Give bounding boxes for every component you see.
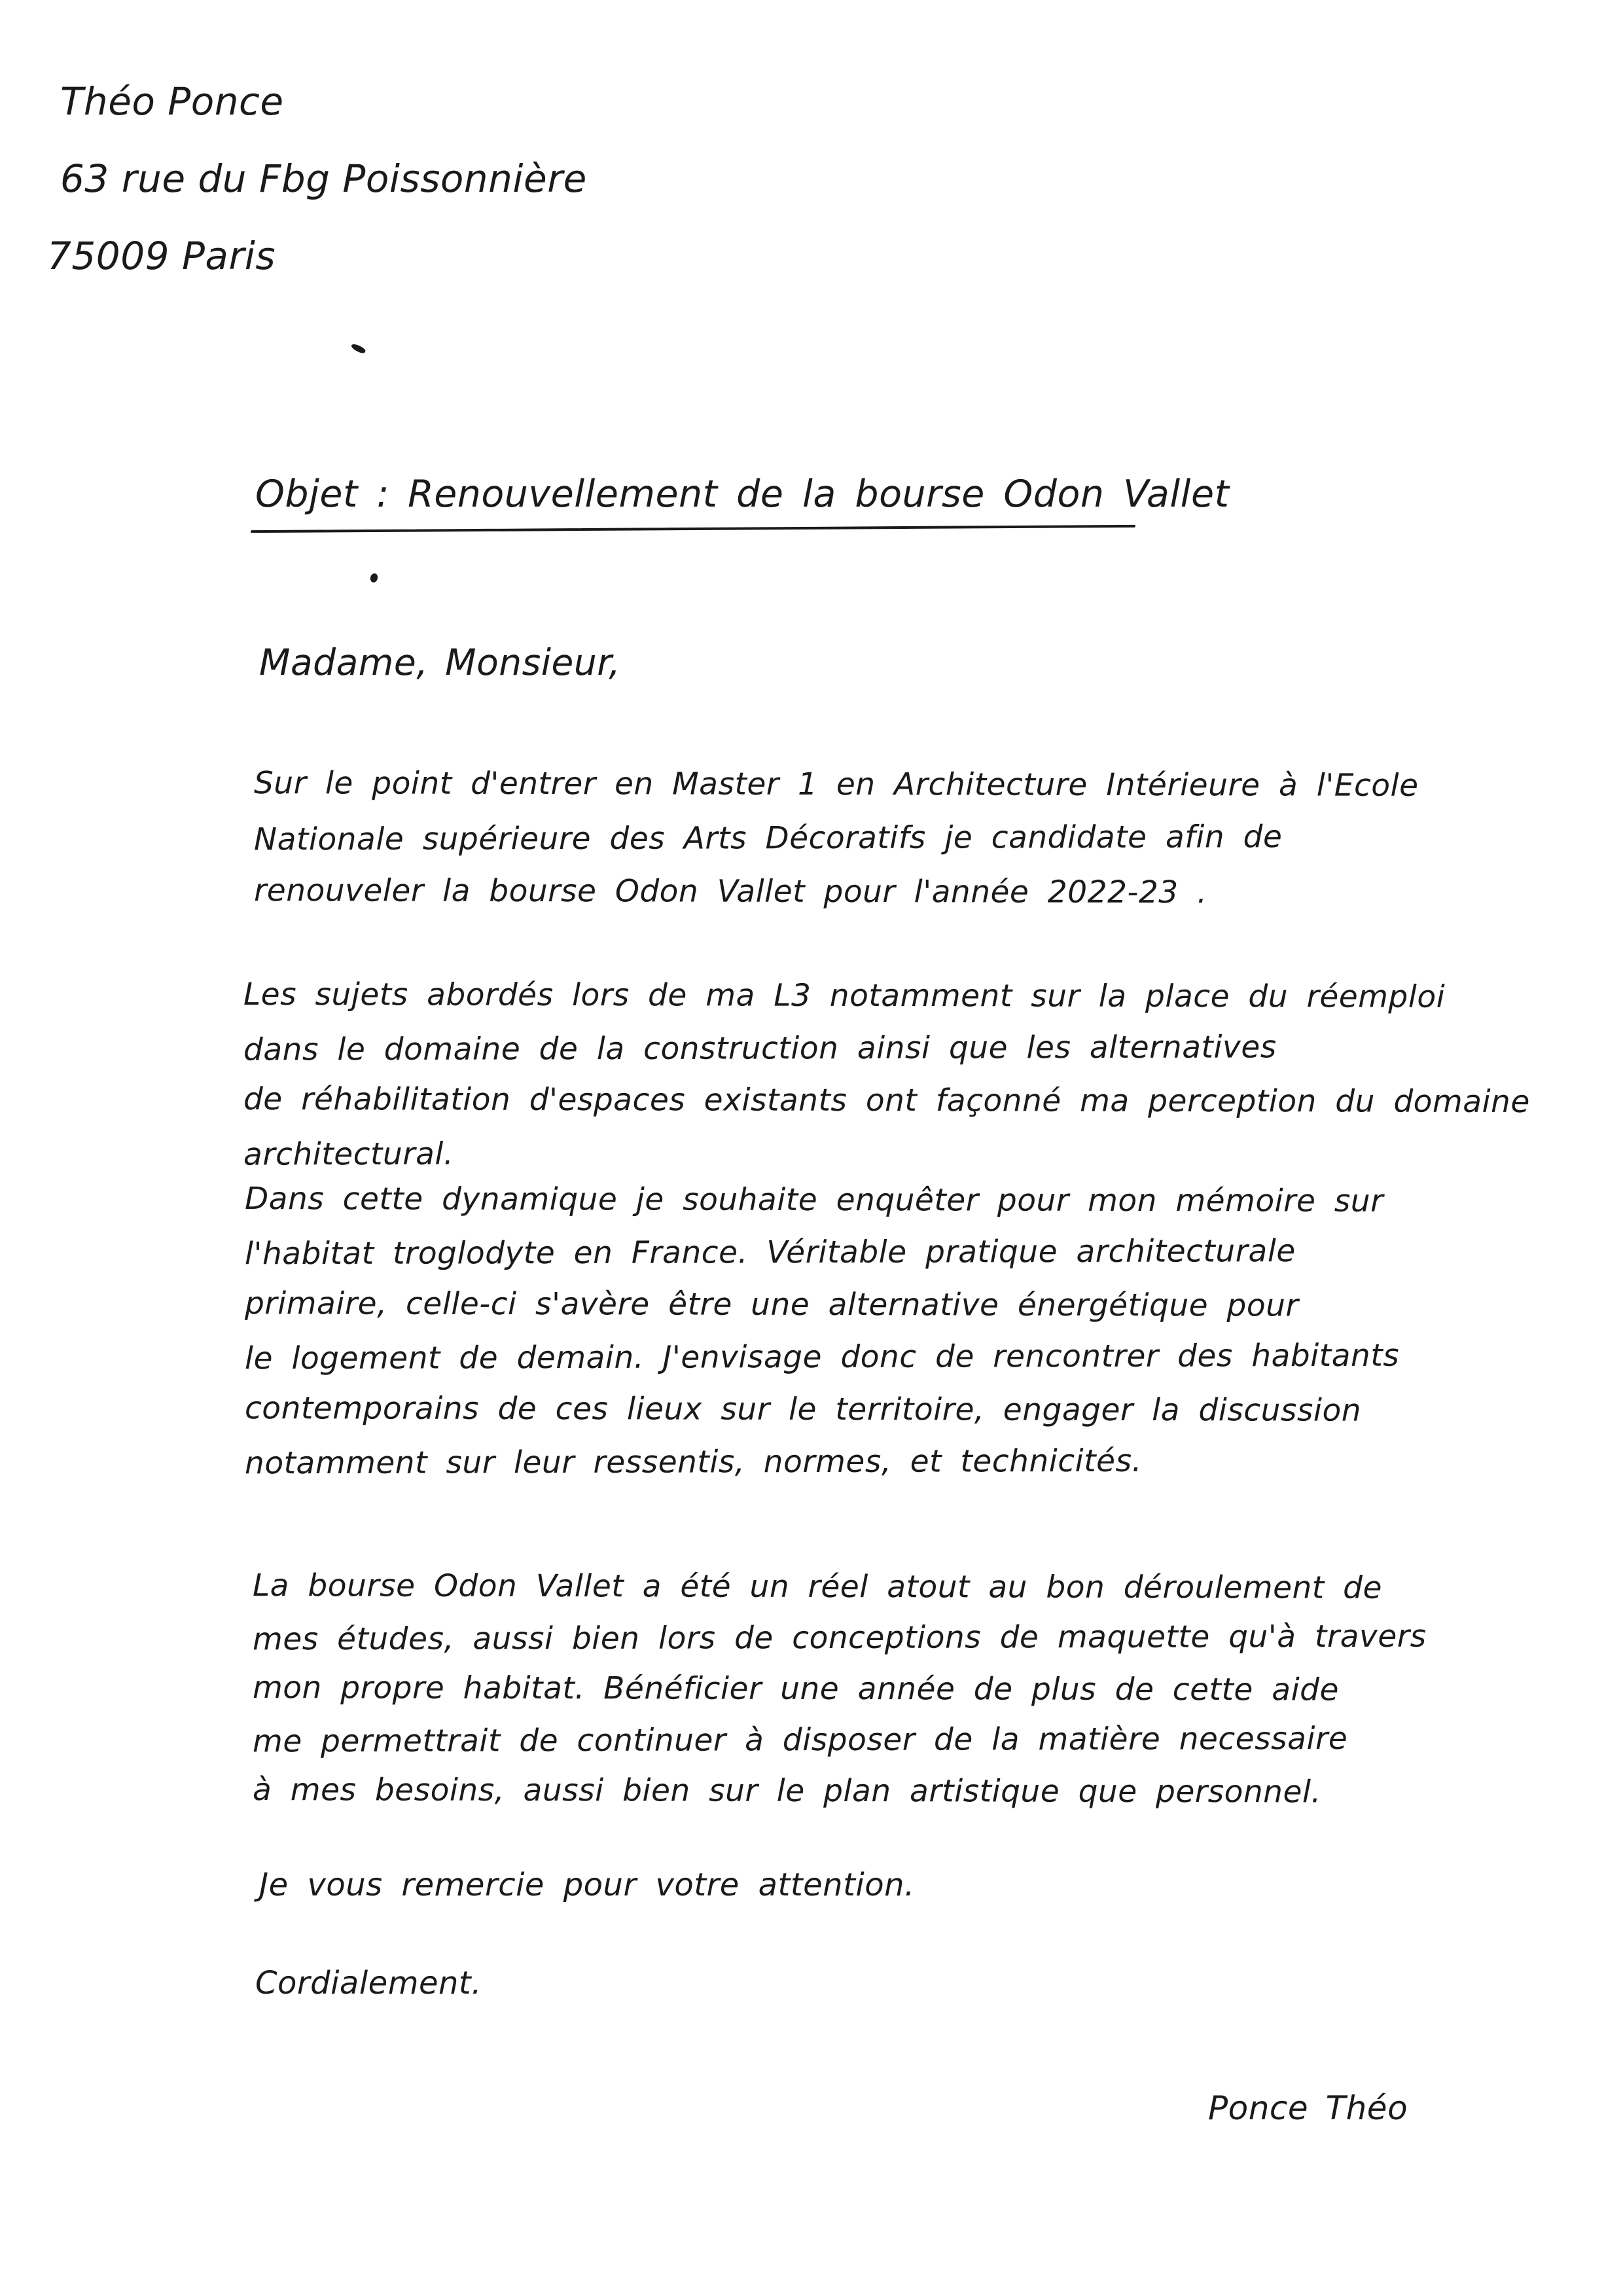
handwritten-line: l'habitat troglodyte en France. Véritable pratique architecturale <box>244 1233 1296 1272</box>
ink-smudge-mark <box>350 342 366 355</box>
handwritten-line: La bourse Odon Vallet a été un réel atout au bon déroulement de <box>252 1568 1382 1606</box>
handwritten-line: 75009 Paris <box>47 234 276 278</box>
handwritten-line: Nationale supérieure des Arts Décoratifs je candidate afin de <box>253 819 1283 858</box>
salutation: Madame, Monsieur, <box>259 641 621 683</box>
handwritten-line: à mes besoins, aussi bien sur le plan artistique que personnel. <box>252 1772 1321 1810</box>
subject-line <box>255 473 1229 516</box>
paragraph-memoire <box>245 1174 1399 1488</box>
subject-text: Renouvellement de la bourse Odon Vallet <box>408 473 1230 516</box>
handwritten-line: de réhabilitation d'espaces existants ont façonné ma perception du domaine <box>243 1081 1530 1121</box>
handwritten-line: 63 rue du Fbg Poissonnière <box>60 156 587 201</box>
handwritten-line: contemporains de ces lieux sur le territoire, engager la discussion <box>244 1390 1362 1429</box>
handwritten-line: dans le domaine de la construction ainsi que les alternatives <box>243 1029 1277 1068</box>
sender-address-block <box>47 63 587 295</box>
signature: Ponce Théo <box>1208 2089 1408 2127</box>
handwritten-line: Dans cette dynamique je souhaite enquêter pour mon mémoire sur <box>244 1181 1384 1219</box>
paragraph-studies <box>243 970 1530 1179</box>
handwritten-line: notamment sur leur ressentis, normes, et technicités. <box>244 1443 1143 1482</box>
subject-underline <box>251 525 1135 533</box>
paragraph-introduction <box>254 758 1419 919</box>
handwritten-line: primaire, celle-ci s'avère être une alternative énergétique pour <box>244 1285 1299 1324</box>
ink-dot-mark <box>369 573 378 583</box>
handwritten-line: renouveler la bourse Odon Vallet pour l'année 2022-23 . <box>253 872 1207 911</box>
handwritten-line: architectural. <box>243 1136 454 1173</box>
handwritten-line: mes études, aussi bien lors de conceptions de maquette qu'à travers <box>252 1618 1427 1658</box>
paragraph-bourse <box>253 1562 1427 1817</box>
handwritten-line: Sur le point d'entrer en Master 1 en Architecture Intérieure à l'Ecole <box>253 765 1419 804</box>
handwritten-line: Les sujets abordés lors de ma L3 notamment sur la place du réemploi <box>243 976 1446 1015</box>
closing-line: Cordialement. <box>255 1965 482 2001</box>
handwritten-line: Théo Ponce <box>60 79 284 124</box>
handwritten-line: le logement de demain. J'envisage donc de rencontrer des habitants <box>244 1337 1400 1377</box>
subject-label: Objet : <box>255 473 390 516</box>
handwritten-line: me permettrait de continuer à disposer de la matière necessaire <box>252 1720 1348 1760</box>
handwritten-line: mon propre habitat. Bénéficier une année de plus de cette aide <box>252 1670 1339 1708</box>
thanks-line: Je vous remercie pour votre attention. <box>259 1867 915 1903</box>
